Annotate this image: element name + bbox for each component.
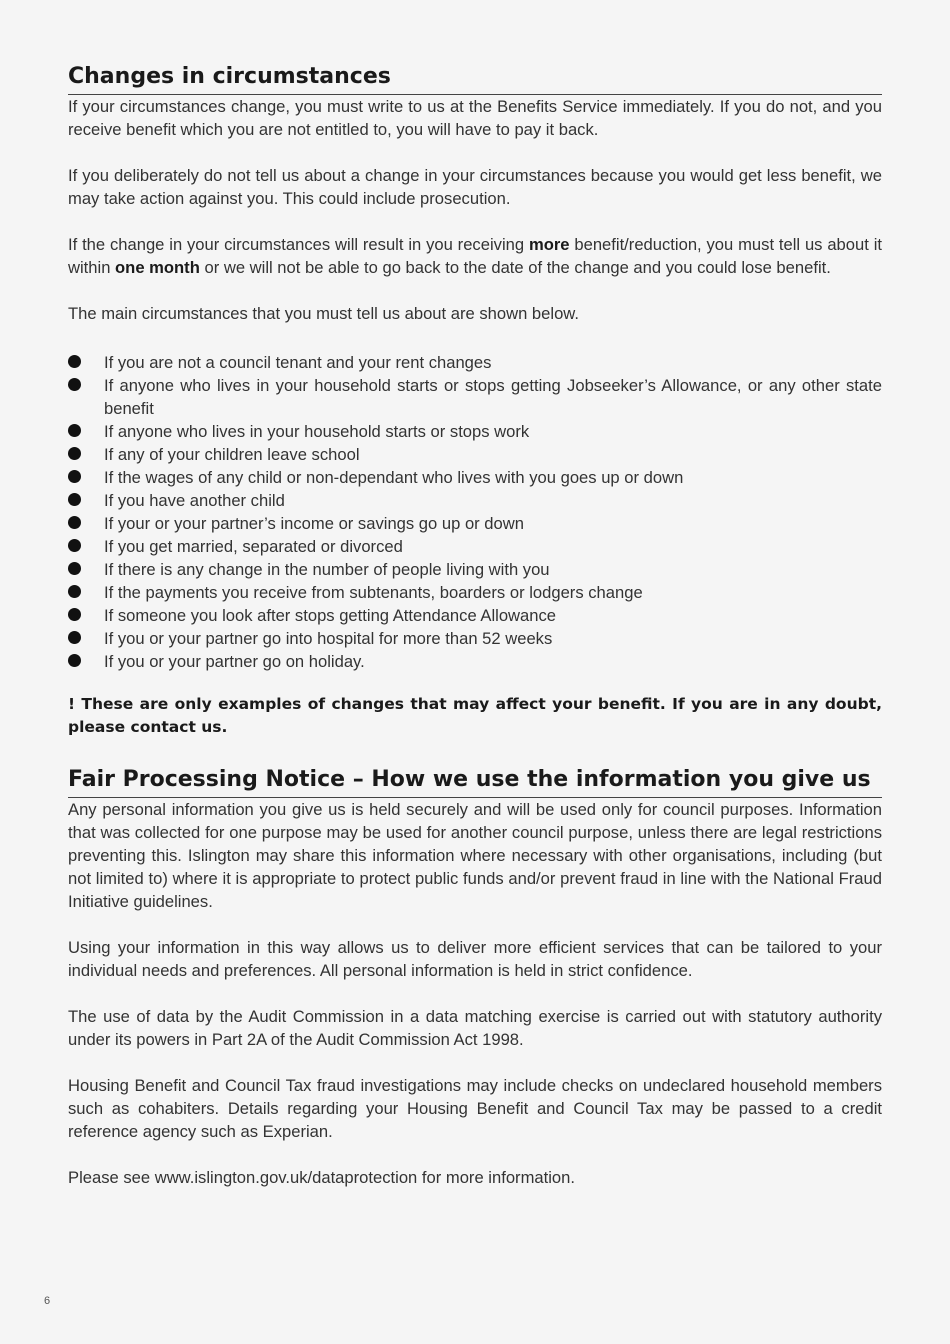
text-run: If the change in your circumstances will result in you receiving bbox=[68, 235, 529, 254]
text-run: benefit/reduction, you must tell us about it within bbox=[68, 235, 882, 277]
bullet-icon bbox=[68, 654, 81, 667]
list-item: If anyone who lives in your household starts or stops work bbox=[68, 420, 882, 443]
paragraph: Any personal information you give us is held securely and will be used only for council purposes. Information that was collected for one purpose may be used for another council purpose, unless there are legal restrictions preventing this. Islington may share this information where necessary with other organisations, including (but not limited to) where it is appropriate to protect public funds and/or prevent fraud in line with the National Fraud Initiative guidelines. bbox=[68, 800, 882, 911]
bullet-icon bbox=[68, 424, 81, 437]
list-item: If you or your partner go on holiday. bbox=[68, 650, 882, 673]
list-item: If your or your partner’s income or savings go up or down bbox=[68, 512, 882, 535]
paragraph: The main circumstances that you must tell us about are shown below. bbox=[68, 304, 579, 323]
section-heading-fair-processing: Fair Processing Notice – How we use the information you give us bbox=[68, 765, 882, 798]
list-item: If you or your partner go into hospital for more than 52 weeks bbox=[68, 627, 882, 650]
paragraph-data-protection-link: Please see www.islington.gov.uk/dataprotection for more information. bbox=[68, 1168, 575, 1187]
list-item: If you get married, separated or divorced bbox=[68, 535, 882, 558]
warning-note: ! These are only examples of changes that may affect your benefit. If you are in any doubt, please contact us. bbox=[68, 695, 882, 736]
paragraph: If you deliberately do not tell us about a change in your circumstances because you would get less benefit, we may take action against you. This could include prosecution. bbox=[68, 166, 882, 208]
page-number: 6 bbox=[44, 1295, 51, 1307]
list-item: If you have another child bbox=[68, 489, 882, 512]
bullet-icon bbox=[68, 608, 81, 621]
bullet-icon bbox=[68, 516, 81, 529]
list-item: If the payments you receive from subtenants, boarders or lodgers change bbox=[68, 581, 882, 604]
list-item: If anyone who lives in your household starts or stops getting Jobseeker’s Allowance, or any other state benefit bbox=[68, 374, 882, 420]
list-item: If the wages of any child or non-dependant who lives with you goes up or down bbox=[68, 466, 882, 489]
bullet-icon bbox=[68, 493, 81, 506]
paragraph-one-month-rule bbox=[68, 233, 882, 279]
bullet-icon bbox=[68, 539, 81, 552]
bullet-icon bbox=[68, 355, 81, 368]
bullet-icon bbox=[68, 631, 81, 644]
list-item: If there is any change in the number of people living with you bbox=[68, 558, 882, 581]
bullet-icon bbox=[68, 562, 81, 575]
section-heading-changes: Changes in circumstances bbox=[68, 62, 882, 95]
document-page bbox=[68, 62, 882, 1189]
paragraph: If your circumstances change, you must write to us at the Benefits Service immediately. If you do not, and you receive benefit which you are not entitled to, you will have to pay it back. bbox=[68, 97, 882, 139]
list-item: If you are not a council tenant and your rent changes bbox=[68, 351, 882, 374]
paragraph: Housing Benefit and Council Tax fraud investigations may include checks on undeclared household members such as cohabiters. Details regarding your Housing Benefit and Council Tax may be passed to a credit reference agency such as Experian. bbox=[68, 1076, 882, 1141]
list-item: If someone you look after stops getting Attendance Allowance bbox=[68, 604, 882, 627]
bold-text-more: more bbox=[528, 235, 570, 254]
paragraph: The use of data by the Audit Commission in a data matching exercise is carried out with statutory authority under its powers in Part 2A of the Audit Commission Act 1998. bbox=[68, 1007, 882, 1049]
bold-text-one-month: one month bbox=[115, 258, 200, 277]
circumstances-list bbox=[68, 351, 882, 673]
bullet-icon bbox=[68, 470, 81, 483]
bullet-icon bbox=[68, 585, 81, 598]
bullet-icon bbox=[68, 378, 81, 391]
bullet-icon bbox=[68, 447, 81, 460]
paragraph: Using your information in this way allows us to deliver more efficient services that can be tailored to your individual needs and preferences. All personal information is held in strict confidence. bbox=[68, 938, 882, 980]
text-run: or we will not be able to go back to the date of the change and you could lose benefit. bbox=[199, 258, 831, 277]
list-item: If any of your children leave school bbox=[68, 443, 882, 466]
